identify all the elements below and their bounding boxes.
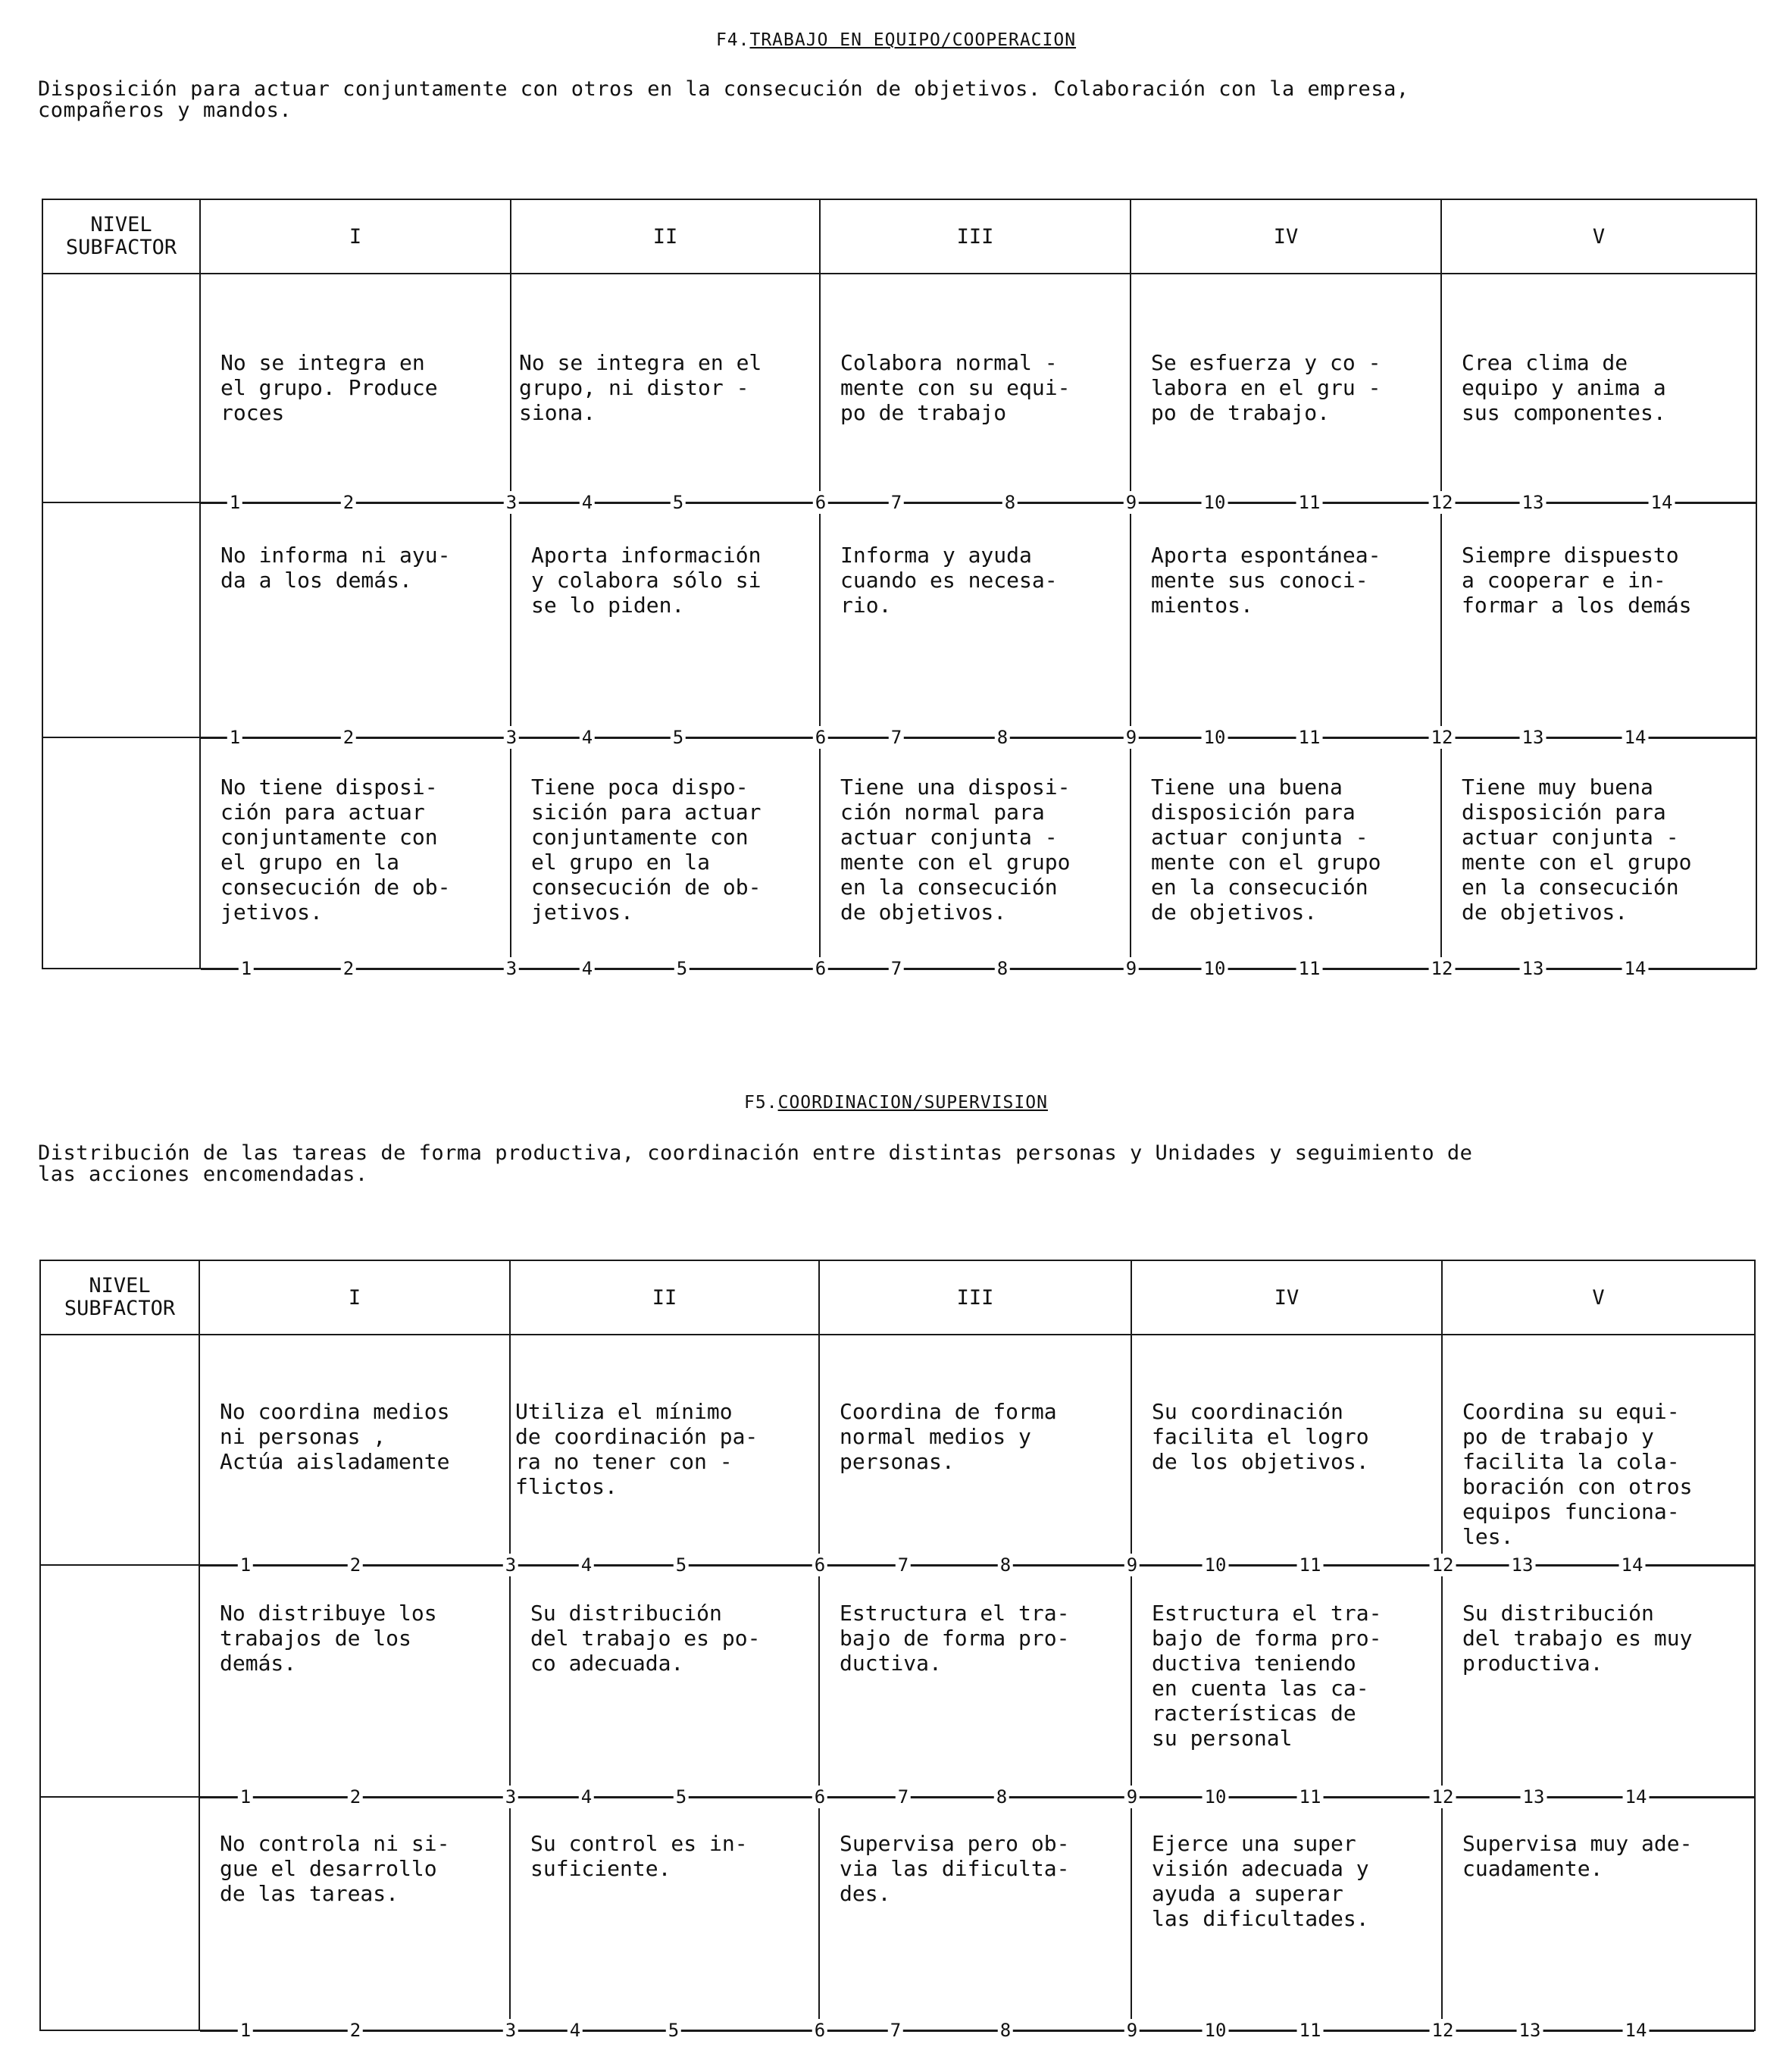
subfactor-cell <box>40 1335 199 1565</box>
level-cell <box>815 274 1131 513</box>
level-text: Estructura el tra- bajo de forma pro- ductiva teniendo en cuenta las ca- racterísticas de su personal <box>1152 1601 1382 1751</box>
score-number[interactable]: 13 <box>1520 726 1546 749</box>
table-row <box>40 1335 1755 1565</box>
score-number[interactable]: 10 <box>1202 2019 1229 2042</box>
score-number[interactable]: 11 <box>1297 2019 1324 2042</box>
score-number[interactable]: 11 <box>1297 1786 1324 1808</box>
level-text: No se integra en el grupo. Produce roces <box>220 350 438 425</box>
score-number[interactable]: 10 <box>1202 1786 1229 1808</box>
score-number[interactable]: 1 <box>227 491 242 514</box>
level-text: No tiene disposi- ción para actuar conjuntamente con el grupo en la consecución de ob- jetivos. <box>220 775 451 925</box>
score-number[interactable]: 8 <box>994 1786 1009 1808</box>
score-number[interactable]: 12 <box>1430 1786 1456 1808</box>
level-text: Tiene poca dispo- sición para actuar conjuntamente con el grupo en la consecución de ob- jetivos. <box>531 775 762 925</box>
score-number[interactable]: 2 <box>341 957 356 980</box>
score-number[interactable]: 6 <box>813 491 828 514</box>
score-scale <box>505 2019 818 2042</box>
score-number[interactable]: 7 <box>889 491 904 514</box>
score-number[interactable]: 14 <box>1619 1554 1646 1576</box>
level-text: Su distribución del trabajo es po- co adecuada. <box>530 1601 761 1676</box>
level-cell <box>1431 502 1756 748</box>
score-number[interactable]: 6 <box>812 2019 827 2042</box>
level-text: Su distribución del trabajo es muy productiva. <box>1462 1601 1693 1676</box>
f4-description: Disposición para actuar conjuntamente con otros en la consecución de objetivos. Colaboración con la empresa, compañeros y mandos. <box>38 77 1409 122</box>
score-number[interactable]: 3 <box>503 2019 518 2042</box>
score-number[interactable]: 10 <box>1202 957 1228 980</box>
level-cell <box>199 1565 510 1808</box>
f5-level-header-5: V <box>1442 1260 1755 1335</box>
level-cell <box>1431 274 1756 513</box>
table-row <box>42 737 1756 969</box>
score-number[interactable]: 9 <box>1124 1554 1140 1576</box>
level-cell <box>1125 737 1441 979</box>
level-cell <box>199 1335 510 1576</box>
level-text: No controla ni si- gue el desarrollo de las tareas. <box>220 1831 450 1906</box>
level-text: Tiene una buena disposición para actuar conjunta - mente con el grupo en la consecución de objetivos. <box>1151 775 1381 925</box>
level-cell <box>199 1797 510 2041</box>
score-number[interactable]: 14 <box>1622 726 1649 749</box>
level-text: Tiene una disposi- ción normal para actuar conjunta - mente con el grupo en la consecución de objetivos. <box>840 775 1071 925</box>
score-number[interactable]: 8 <box>1002 491 1018 514</box>
score-number[interactable]: 1 <box>238 1786 253 1808</box>
f4-subfactor-label: SUBFACTOR <box>65 236 177 259</box>
score-number[interactable]: 4 <box>568 2019 583 2042</box>
table-row <box>40 1797 1755 2030</box>
table-row <box>40 1565 1755 1797</box>
score-number[interactable]: 14 <box>1623 2019 1650 2042</box>
score-number[interactable]: 11 <box>1297 1554 1324 1576</box>
level-text: Siempre dispuesto a cooperar e in- formar a los demás <box>1462 543 1692 618</box>
level-cell <box>505 1797 819 2041</box>
level-text: Utiliza el mínimo de coordinación pa- ra no tener con - flictos. <box>515 1399 758 1499</box>
score-number[interactable]: 7 <box>889 726 904 749</box>
score-scale <box>505 957 819 980</box>
score-number[interactable]: 3 <box>503 1786 518 1808</box>
f4-nivel-subfactor-header <box>42 199 200 274</box>
level-text: Se esfuerza y co - labora en el gru - po de trabajo. <box>1151 350 1381 425</box>
subfactor-cell <box>42 502 200 737</box>
level-cell <box>1126 1797 1442 2041</box>
score-number[interactable]: 13 <box>1521 1786 1547 1808</box>
score-number[interactable]: 3 <box>504 726 519 749</box>
table-row <box>42 502 1756 737</box>
level-text: Ejerce una super visión adecuada y ayuda a superar las dificultades. <box>1152 1831 1369 1931</box>
level-cell <box>1126 1335 1442 1576</box>
score-number[interactable]: 8 <box>995 726 1010 749</box>
level-cell <box>814 1335 1131 1576</box>
level-text: Su control es in- suficiente. <box>530 1831 748 1881</box>
score-number[interactable]: 1 <box>239 957 254 980</box>
f5-rating-table <box>39 1260 1756 2041</box>
score-number[interactable]: 5 <box>666 2019 681 2042</box>
score-number[interactable]: 12 <box>1429 957 1456 980</box>
score-scale <box>1431 957 1756 980</box>
level-cell <box>505 737 820 979</box>
score-number[interactable]: 14 <box>1649 491 1675 514</box>
score-number[interactable]: 5 <box>671 726 686 749</box>
score-scale <box>200 2019 509 2042</box>
score-number[interactable]: 6 <box>812 1554 827 1576</box>
score-number[interactable]: 9 <box>1124 491 1139 514</box>
table-row <box>42 274 1756 502</box>
score-number[interactable]: 13 <box>1517 2019 1543 2042</box>
score-number[interactable]: 7 <box>888 2019 903 2042</box>
level-text: Su coordinación facilita el logro de los objetivos. <box>1152 1399 1369 1474</box>
score-number[interactable]: 5 <box>674 1554 689 1576</box>
score-scale <box>1126 2019 1441 2042</box>
score-number[interactable]: 9 <box>1124 726 1139 749</box>
level-text: Supervisa pero ob- via las dificulta- des. <box>840 1831 1070 1906</box>
f4-level-header-1: I <box>200 199 511 274</box>
score-number[interactable]: 1 <box>238 1554 253 1576</box>
f5-level-header-1: I <box>199 1260 510 1335</box>
score-number[interactable]: 11 <box>1296 491 1323 514</box>
score-number[interactable]: 12 <box>1430 2019 1456 2042</box>
score-scale <box>1125 957 1440 980</box>
level-text: No distribuye los trabajos de los demás. <box>220 1601 437 1676</box>
level-cell <box>815 502 1131 748</box>
level-text: Estructura el tra- bajo de forma pro- ductiva. <box>840 1601 1070 1676</box>
f5-title-body: COORDINACION/SUPERVISION <box>777 1093 1048 1113</box>
level-cell <box>200 502 511 748</box>
level-text: Colabora normal - mente con su equi- po de trabajo <box>840 350 1071 425</box>
level-cell <box>505 274 820 513</box>
score-number[interactable]: 3 <box>503 1554 518 1576</box>
f4-level-header-3: III <box>820 199 1131 274</box>
level-text: Crea clima de equipo y anima a sus componentes. <box>1462 350 1666 425</box>
f5-nivel-subfactor-header <box>40 1260 199 1335</box>
score-scale <box>201 957 510 980</box>
f5-nivel-label: NIVEL <box>89 1274 151 1297</box>
f4-nivel-label: NIVEL <box>90 213 152 236</box>
f5-level-header-4: IV <box>1131 1260 1442 1335</box>
score-number[interactable]: 4 <box>580 726 595 749</box>
level-cell <box>1125 274 1441 513</box>
f4-level-header-2: II <box>511 199 820 274</box>
score-number[interactable]: 12 <box>1430 1554 1456 1576</box>
score-number[interactable]: 4 <box>579 1554 594 1576</box>
subfactor-cell <box>42 274 200 502</box>
score-number[interactable]: 7 <box>896 1554 911 1576</box>
f4-level-header-4: IV <box>1131 199 1441 274</box>
score-number[interactable]: 2 <box>348 1554 363 1576</box>
score-number[interactable]: 11 <box>1296 726 1323 749</box>
score-number[interactable]: 11 <box>1296 957 1323 980</box>
level-text: No informa ni ayu- da a los demás. <box>220 543 451 593</box>
level-cell <box>200 274 511 513</box>
score-number[interactable]: 14 <box>1623 1786 1650 1808</box>
level-cell <box>815 737 1131 979</box>
score-number[interactable]: 7 <box>889 957 904 980</box>
level-cell <box>1431 1565 1755 1808</box>
f4-title-body: TRABAJO EN EQUIPO/COOPERACION <box>749 30 1077 50</box>
score-number[interactable]: 3 <box>504 957 519 980</box>
score-scale <box>814 2019 1131 2042</box>
level-text: Coordina de forma normal medios y personas. <box>840 1399 1057 1474</box>
score-number[interactable]: 4 <box>580 957 595 980</box>
level-cell <box>1126 1565 1442 1808</box>
score-number[interactable]: 8 <box>998 1554 1013 1576</box>
subfactor-cell <box>40 1565 199 1797</box>
score-number[interactable]: 9 <box>1124 2019 1140 2042</box>
subfactor-cell <box>42 737 200 969</box>
score-number[interactable]: 12 <box>1429 726 1456 749</box>
level-cell <box>1431 1335 1755 1576</box>
level-text: No coordina medios ni personas , Actúa aisladamente <box>220 1399 450 1474</box>
score-number[interactable]: 13 <box>1520 957 1546 980</box>
f4-title <box>0 30 1792 50</box>
level-cell <box>505 502 820 748</box>
level-cell <box>1125 502 1441 748</box>
f4-header-row <box>42 199 1756 274</box>
level-cell <box>505 1565 819 1808</box>
score-number[interactable]: 12 <box>1429 491 1456 514</box>
f5-header-row <box>40 1260 1755 1335</box>
level-text: Aporta información y colabora sólo si se lo piden. <box>531 543 762 618</box>
score-number[interactable]: 9 <box>1124 957 1139 980</box>
subfactor-cell <box>40 1797 199 2030</box>
level-text: Supervisa muy ade- cuadamente. <box>1462 1831 1693 1881</box>
level-cell <box>1431 737 1756 979</box>
level-text: Coordina su equi- po de trabajo y facilita la cola- boración con otros equipos funciona- les. <box>1462 1399 1693 1549</box>
f4-title-prefix: F4. <box>715 30 750 50</box>
f4-rating-table <box>42 199 1757 979</box>
score-number[interactable]: 13 <box>1509 1554 1536 1576</box>
score-number[interactable]: 2 <box>341 491 356 514</box>
score-number[interactable]: 8 <box>998 2019 1013 2042</box>
score-number[interactable]: 10 <box>1202 726 1228 749</box>
f5-level-header-2: II <box>510 1260 819 1335</box>
score-number[interactable]: 14 <box>1622 957 1649 980</box>
score-number[interactable]: 6 <box>813 726 828 749</box>
f5-title-prefix: F5. <box>744 1093 778 1113</box>
level-cell <box>814 1565 1131 1808</box>
level-text: Tiene muy buena disposición para actuar conjunta - mente con el grupo en la consecución de objetivos. <box>1462 775 1692 925</box>
score-number[interactable]: 1 <box>238 2019 253 2042</box>
f4-level-header-5: V <box>1441 199 1756 274</box>
level-cell <box>1431 1797 1755 2041</box>
level-text: Aporta espontánea- mente sus conoci- mientos. <box>1151 543 1381 618</box>
score-number[interactable]: 2 <box>341 726 356 749</box>
score-scale <box>1431 2019 1754 2042</box>
score-number[interactable]: 4 <box>580 491 595 514</box>
score-number[interactable]: 5 <box>674 957 690 980</box>
score-number[interactable]: 6 <box>813 957 828 980</box>
score-scale <box>815 957 1130 980</box>
score-number[interactable]: 10 <box>1202 491 1228 514</box>
level-cell <box>200 737 511 979</box>
score-number[interactable]: 1 <box>227 726 242 749</box>
level-cell <box>814 1797 1131 2041</box>
score-number[interactable]: 7 <box>896 1786 911 1808</box>
score-number[interactable]: 8 <box>995 957 1010 980</box>
score-number[interactable]: 5 <box>674 1786 689 1808</box>
f5-title <box>0 1093 1792 1113</box>
score-number[interactable]: 2 <box>348 2019 363 2042</box>
score-number[interactable]: 4 <box>579 1786 594 1808</box>
score-number[interactable]: 6 <box>812 1786 827 1808</box>
score-number[interactable]: 2 <box>348 1786 363 1808</box>
f5-description: Distribución de las tareas de forma productiva, coordinación entre distintas personas y Unidades y seguimiento de las acciones encomendadas. <box>38 1141 1473 1186</box>
level-text: No se integra en el grupo, ni distor - siona. <box>519 350 762 425</box>
f5-subfactor-label: SUBFACTOR <box>64 1297 176 1320</box>
level-cell <box>505 1335 819 1576</box>
score-number[interactable]: 5 <box>671 491 686 514</box>
score-number[interactable]: 13 <box>1520 491 1546 514</box>
level-text: Informa y ayuda cuando es necesa- rio. <box>840 543 1058 618</box>
score-number[interactable]: 9 <box>1124 1786 1140 1808</box>
score-number[interactable]: 10 <box>1202 1554 1229 1576</box>
f5-level-header-3: III <box>819 1260 1131 1335</box>
score-number[interactable]: 3 <box>504 491 519 514</box>
